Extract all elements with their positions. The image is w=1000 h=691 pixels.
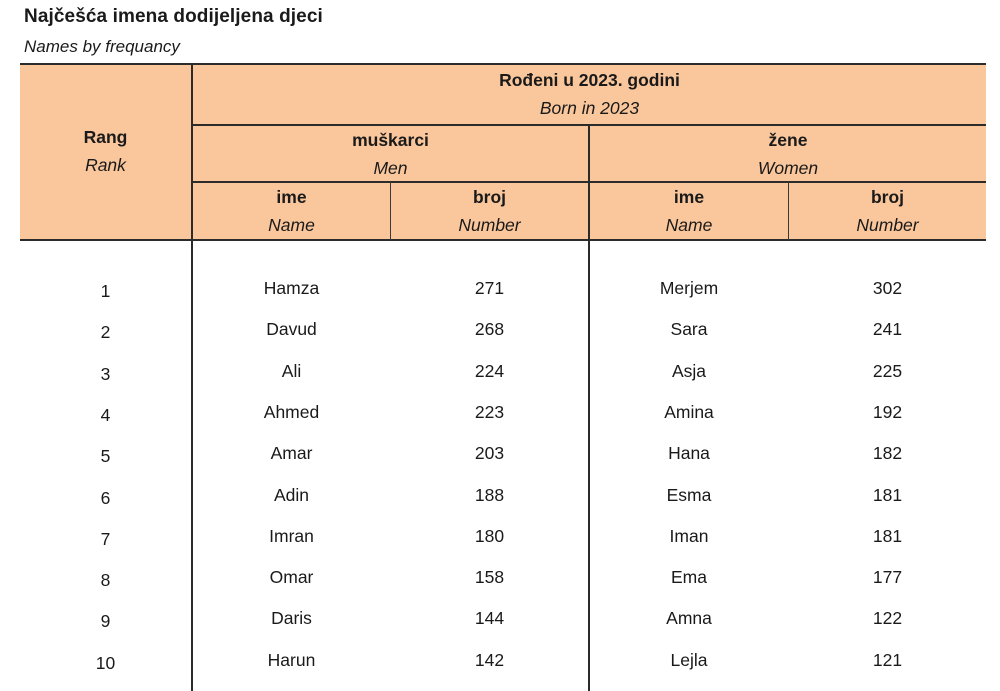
men-number-header-bs: broj bbox=[472, 187, 507, 207]
women-count-cell: 225 bbox=[872, 360, 903, 381]
men-name-cell: Ahmed bbox=[263, 401, 320, 422]
women-count-cell: 182 bbox=[872, 443, 903, 464]
women-number-header-bs: broj bbox=[870, 187, 905, 207]
women-number-header bbox=[789, 183, 986, 239]
table-row bbox=[20, 443, 986, 483]
men-count-cell: 144 bbox=[474, 608, 505, 629]
table-row bbox=[20, 319, 986, 359]
rank-cell: 9 bbox=[100, 611, 111, 632]
men-name-cell: Omar bbox=[269, 567, 314, 588]
men-header bbox=[193, 126, 588, 182]
men-name-cell: Daris bbox=[271, 608, 312, 629]
men-name-cell: Adin bbox=[273, 484, 310, 505]
women-count-cell: 192 bbox=[872, 401, 903, 422]
table-row bbox=[20, 361, 986, 401]
women-name-header-en: Name bbox=[665, 215, 713, 235]
born-header bbox=[193, 66, 986, 122]
women-name-cell: Hana bbox=[668, 443, 710, 464]
women-count-cell: 181 bbox=[872, 484, 903, 505]
page-title: Najčešća imena dodijeljena djeci bbox=[24, 6, 323, 27]
rank-header bbox=[20, 123, 191, 179]
women-name-header bbox=[590, 183, 788, 239]
men-count-cell: 158 bbox=[474, 567, 505, 588]
table-row bbox=[20, 608, 986, 648]
rank-cell: 10 bbox=[95, 652, 116, 673]
men-count-cell: 142 bbox=[474, 649, 505, 670]
men-name-header-bs: ime bbox=[276, 187, 307, 207]
men-name-cell: Davud bbox=[266, 319, 317, 340]
women-name-cell: Amna bbox=[666, 608, 712, 629]
rank-cell: 8 bbox=[100, 570, 111, 591]
table-row bbox=[20, 402, 986, 442]
rank-cell: 7 bbox=[100, 528, 111, 549]
born-header-en: Born in 2023 bbox=[539, 98, 640, 118]
women-name-cell: Esma bbox=[666, 484, 712, 505]
rank-header-bs: Rang bbox=[83, 127, 128, 147]
men-count-cell: 224 bbox=[474, 360, 505, 381]
women-number-header-en: Number bbox=[856, 215, 919, 235]
table-row bbox=[20, 485, 986, 525]
women-header-bs: žene bbox=[768, 130, 808, 150]
men-count-cell: 268 bbox=[474, 319, 505, 340]
born-header-bs: Rođeni u 2023. godini bbox=[499, 70, 680, 90]
men-name-cell: Ali bbox=[281, 360, 302, 381]
women-name-cell: Amina bbox=[664, 401, 714, 422]
men-name-cell: Harun bbox=[267, 649, 316, 670]
women-name-cell: Sara bbox=[670, 319, 708, 340]
women-name-cell: Iman bbox=[669, 525, 709, 546]
men-count-cell: 223 bbox=[474, 401, 505, 422]
men-number-header-en: Number bbox=[458, 215, 521, 235]
page-subtitle: Names by frequancy bbox=[24, 37, 180, 56]
men-count-cell: 180 bbox=[474, 525, 505, 546]
table-top-border bbox=[20, 63, 986, 65]
men-number-header bbox=[391, 183, 588, 239]
men-name-cell: Imran bbox=[269, 525, 314, 546]
women-count-cell: 177 bbox=[872, 567, 903, 588]
men-header-en: Men bbox=[373, 158, 408, 178]
names-table bbox=[20, 63, 986, 691]
women-header-en: Women bbox=[757, 158, 819, 178]
women-count-cell: 302 bbox=[872, 278, 903, 298]
table-row bbox=[20, 278, 986, 318]
men-count-cell: 188 bbox=[474, 484, 505, 505]
men-name-header bbox=[193, 183, 390, 239]
women-name-cell: Asja bbox=[671, 360, 707, 381]
men-name-header-en: Name bbox=[268, 215, 315, 235]
rank-cell: 3 bbox=[100, 363, 111, 384]
rank-cell: 4 bbox=[100, 404, 111, 425]
rank-header-en: Rank bbox=[85, 155, 126, 175]
table-row bbox=[20, 650, 986, 690]
men-header-bs: muškarci bbox=[352, 130, 429, 150]
women-count-cell: 241 bbox=[872, 319, 903, 340]
table-row bbox=[20, 526, 986, 566]
rank-cell: 6 bbox=[100, 487, 111, 508]
women-count-cell: 181 bbox=[872, 525, 903, 546]
table-row bbox=[20, 567, 986, 607]
women-name-cell: Ema bbox=[671, 567, 707, 588]
men-name-cell: Hamza bbox=[263, 278, 320, 298]
women-name-cell: Merjem bbox=[659, 278, 719, 298]
women-name-header-bs: ime bbox=[673, 187, 705, 207]
men-count-cell: 271 bbox=[474, 278, 505, 298]
rank-cell: 1 bbox=[100, 281, 111, 301]
rank-cell: 2 bbox=[100, 322, 111, 343]
women-header bbox=[590, 126, 986, 182]
women-count-cell: 121 bbox=[872, 649, 903, 670]
men-count-cell: 203 bbox=[474, 443, 505, 464]
rank-cell: 5 bbox=[100, 446, 111, 467]
women-name-cell: Lejla bbox=[670, 649, 708, 670]
men-name-cell: Amar bbox=[270, 443, 313, 464]
women-count-cell: 122 bbox=[872, 608, 903, 629]
header-bottom-border bbox=[20, 239, 986, 241]
